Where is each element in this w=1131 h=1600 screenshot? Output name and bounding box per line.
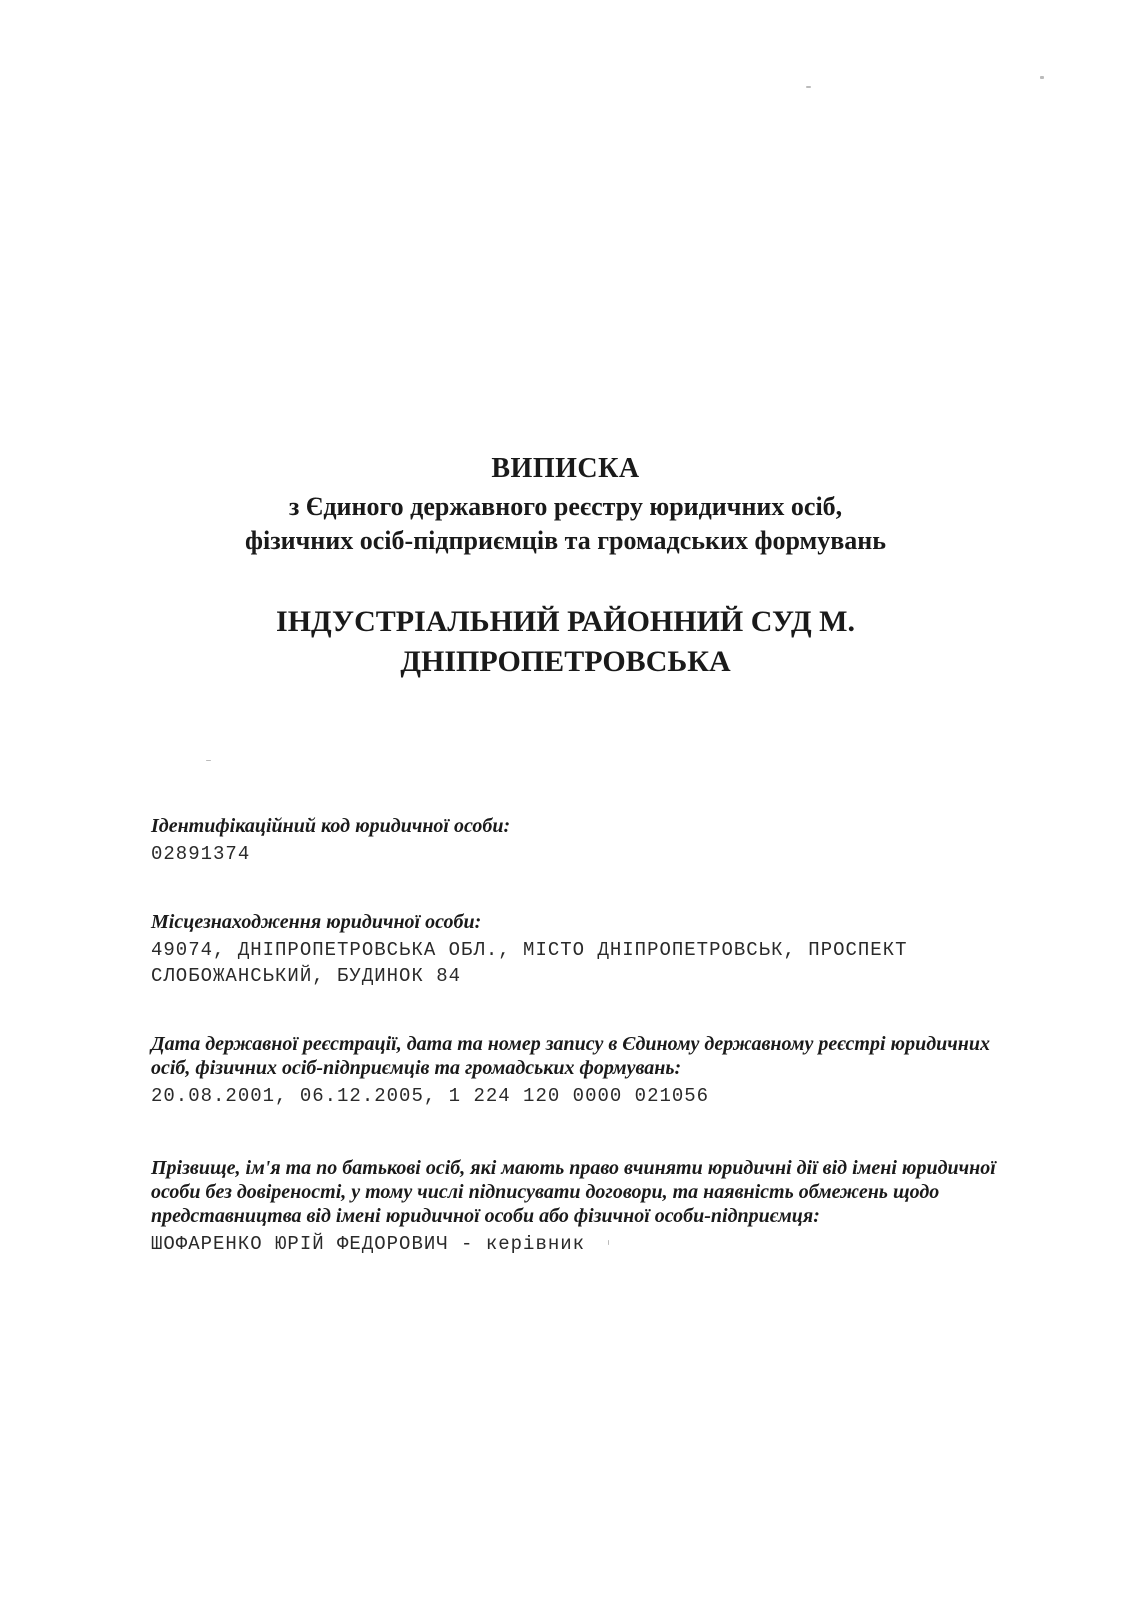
registration-section (151, 1032, 1011, 1109)
address-section (151, 910, 1011, 989)
authorized-persons-value: ШОФАРЕНКО ЮРІЙ ФЕДОРОВИЧ - керівник (151, 1233, 586, 1255)
identification-code-label: Ідентифікаційний код юридичної особи: (151, 815, 511, 837)
authorized-persons-label: Прізвище, ім'я та по батькові осіб, які мають право вчиняти юридичні дії від імені юридичної особи без довіреності, у тому числі підписувати договори, та наявність обмежень щодо представництва від імені юридичної особи або фізичної особи-підприємця: (151, 1157, 996, 1227)
identification-code-value: 02891374 (151, 843, 251, 865)
organization-name-line-1: ІНДУСТРІАЛЬНИЙ РАЙОННИЙ СУД М. (276, 605, 855, 638)
address-value: 49074, ДНІПРОПЕТРОВСЬКА ОБЛ., МІСТО ДНІПРОПЕТРОВСЬК, ПРОСПЕКТ СЛОБОЖАНСЬКИЙ, БУДИНОК 84 (151, 939, 920, 987)
scan-speck (206, 760, 211, 761)
document-subtitle (0, 490, 1131, 558)
document-subtitle-line-1: з Єдиного державного реєстру юридичних осіб, (288, 492, 843, 521)
scan-speck (1040, 76, 1044, 79)
scan-speck (608, 1240, 609, 1245)
authorized-persons-section (151, 1156, 1011, 1257)
document-subtitle-line-2: фізичних осіб-підприємців та громадських формувань (245, 526, 886, 555)
organization-name-line-2: ДНІПРОПЕТРОВСЬКА (400, 645, 731, 678)
registration-value: 20.08.2001, 06.12.2005, 1 224 120 0000 021056 (151, 1085, 710, 1107)
organization-name (0, 602, 1131, 682)
identification-code-section (151, 814, 1011, 867)
registration-label: Дата державної реєстрації, дата та номер запису в Єдиному державному реєстрі юридичних осіб, фізичних осіб-підприємців та громадських формувань: (151, 1033, 991, 1079)
address-label: Місцезнаходження юридичної особи: (151, 911, 482, 933)
scan-speck (806, 86, 811, 88)
document-title: ВИПИСКА (491, 453, 640, 484)
